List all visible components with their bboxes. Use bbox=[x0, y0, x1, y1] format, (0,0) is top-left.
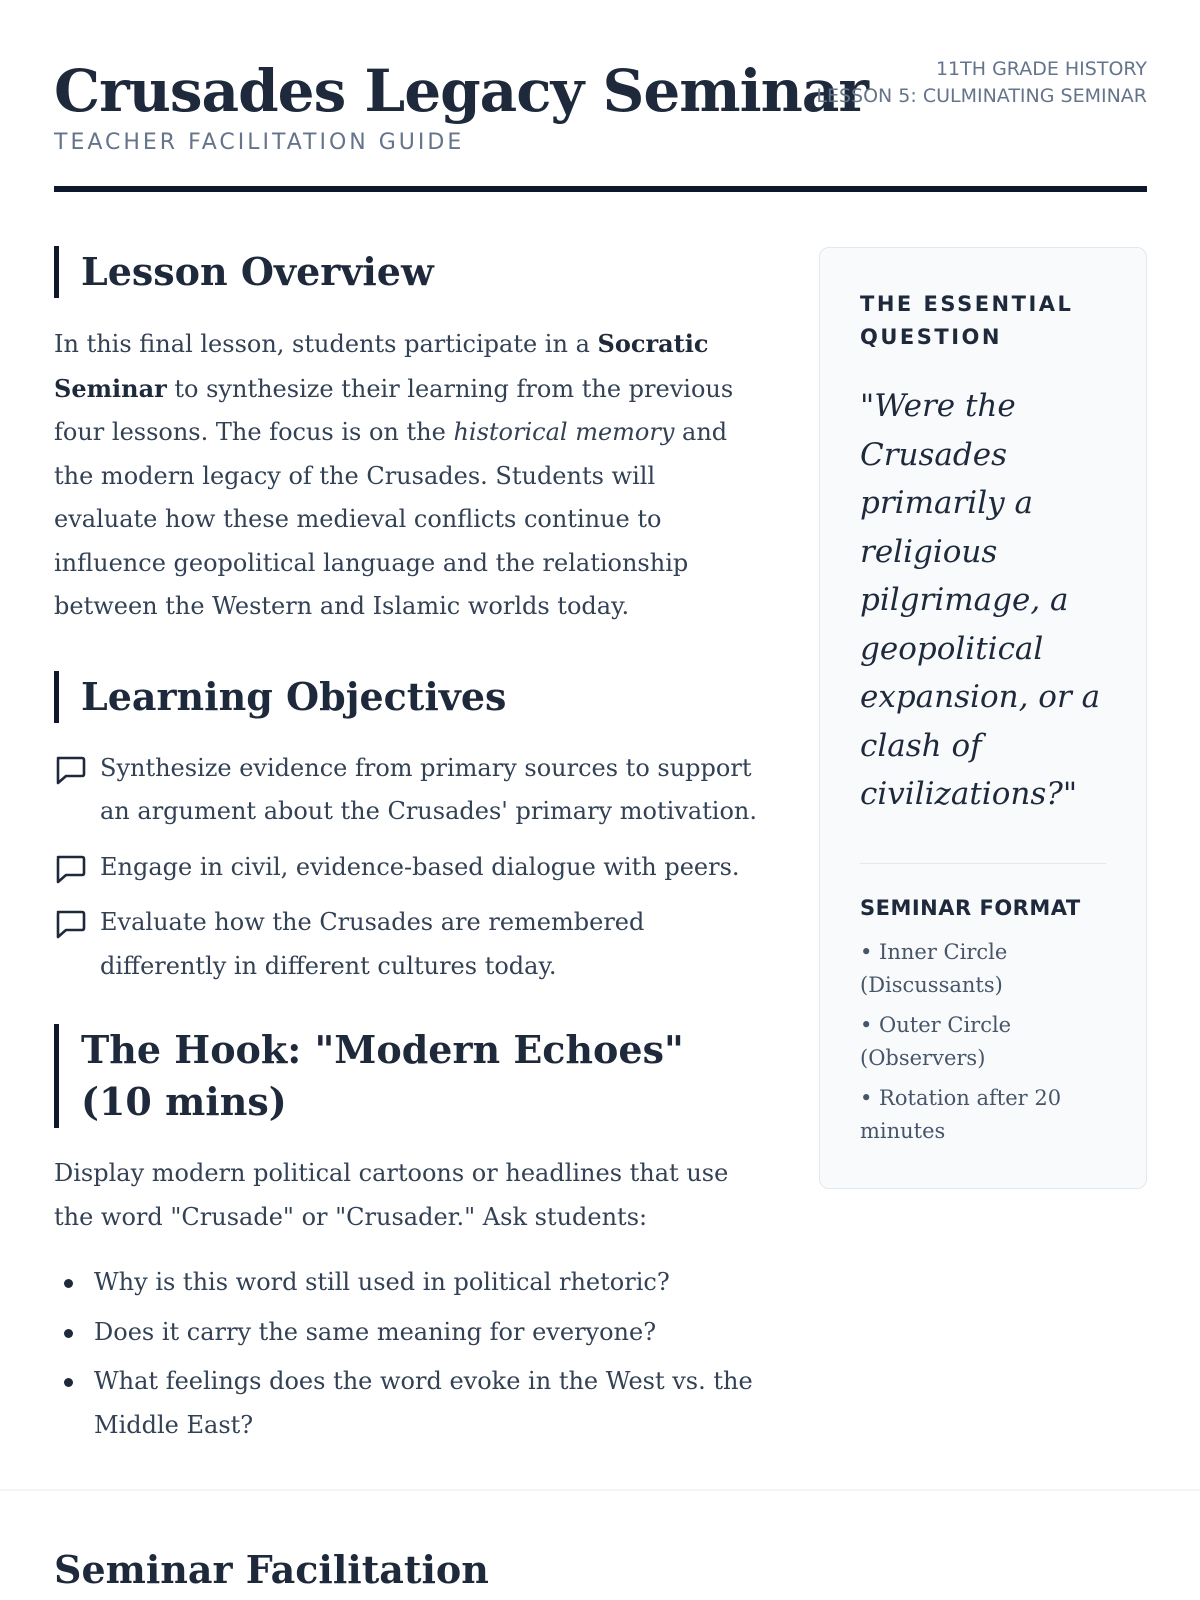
objective-item bbox=[54, 846, 766, 890]
objective-text: Engage in civil, evidence-based dialogue with peers. bbox=[100, 852, 740, 881]
speech-bubble-icon bbox=[54, 755, 86, 785]
essential-question-sidebar bbox=[819, 247, 1147, 1189]
overview-heading: Lesson Overview bbox=[54, 246, 766, 298]
essential-question-text: "Were the Crusades primarily a religious pilgrimage, a geopolitical expansion, or a clash of civilizations?" bbox=[860, 388, 1101, 812]
grade-label: 11TH GRADE HISTORY bbox=[935, 58, 1147, 80]
speech-bubble-icon bbox=[54, 854, 86, 884]
seminar-facilitation-heading: Seminar Facilitation bbox=[54, 1547, 489, 1592]
document-subtitle: TEACHER FACILITATION GUIDE bbox=[54, 130, 465, 155]
main-content bbox=[54, 246, 766, 1453]
objective-item bbox=[54, 901, 766, 988]
hook-question: Does it carry the same meaning for everyone? bbox=[54, 1311, 766, 1355]
seminar-format-label: SEMINAR FORMAT bbox=[860, 895, 1081, 920]
overview-paragraph bbox=[54, 322, 766, 629]
format-item: • Inner Circle (Discussants) bbox=[860, 939, 1008, 997]
essential-question-label: THE ESSENTIAL QUESTION bbox=[860, 292, 1074, 349]
overview-text-2: to synthesize their learning from the previous four lessons. The focus is on the bbox=[54, 374, 734, 446]
page-divider bbox=[0, 1489, 1200, 1491]
lesson-label: LESSON 5: CULMINATING SEMINAR bbox=[816, 85, 1147, 107]
overview-italic-term: historical memory bbox=[453, 418, 675, 446]
objectives-list bbox=[54, 747, 766, 989]
overview-bold-term: Socratic Seminar bbox=[54, 329, 709, 403]
overview-text-1: In this final lesson, students participate in a bbox=[54, 330, 598, 358]
lesson-overview-section bbox=[54, 246, 766, 629]
objective-text: Synthesize evidence from primary sources to support an argument about the Crusades' primary motivation. bbox=[100, 753, 757, 825]
hook-heading: The Hook: "Modern Echoes" (10 mins) bbox=[54, 1024, 766, 1128]
sidebar-divider bbox=[860, 863, 1106, 864]
learning-objectives-section bbox=[54, 671, 766, 989]
objective-item bbox=[54, 747, 766, 834]
speech-bubble-icon bbox=[54, 909, 86, 939]
format-item: • Rotation after 20 minutes bbox=[860, 1085, 1062, 1143]
hook-question: What feelings does the word evoke in the West vs. the Middle East? bbox=[54, 1360, 766, 1447]
document-title: Crusades Legacy Seminar bbox=[54, 57, 868, 125]
hook-question: Why is this word still used in political rhetoric? bbox=[54, 1261, 766, 1305]
lesson-meta bbox=[816, 56, 1147, 110]
seminar-format-list bbox=[860, 936, 1106, 1148]
overview-text-3: and the modern legacy of the Crusades. Students will evaluate how these medieval conflicts continue to influence geopolitical language and the relationship between the Western and Islamic worlds today. bbox=[54, 418, 728, 620]
hook-questions-list bbox=[54, 1261, 766, 1447]
objective-text: Evaluate how the Crusades are remembered differently in different cultures today. bbox=[100, 908, 645, 980]
header-divider bbox=[54, 186, 1147, 192]
format-item: • Outer Circle (Observers) bbox=[860, 1012, 1012, 1070]
objectives-heading: Learning Objectives bbox=[54, 671, 766, 723]
document-header bbox=[54, 56, 1147, 194]
hook-intro: Display modern political cartoons or headlines that use the word "Crusade" or "Crusader." Ask students: bbox=[54, 1159, 729, 1231]
hook-section bbox=[54, 1024, 766, 1447]
